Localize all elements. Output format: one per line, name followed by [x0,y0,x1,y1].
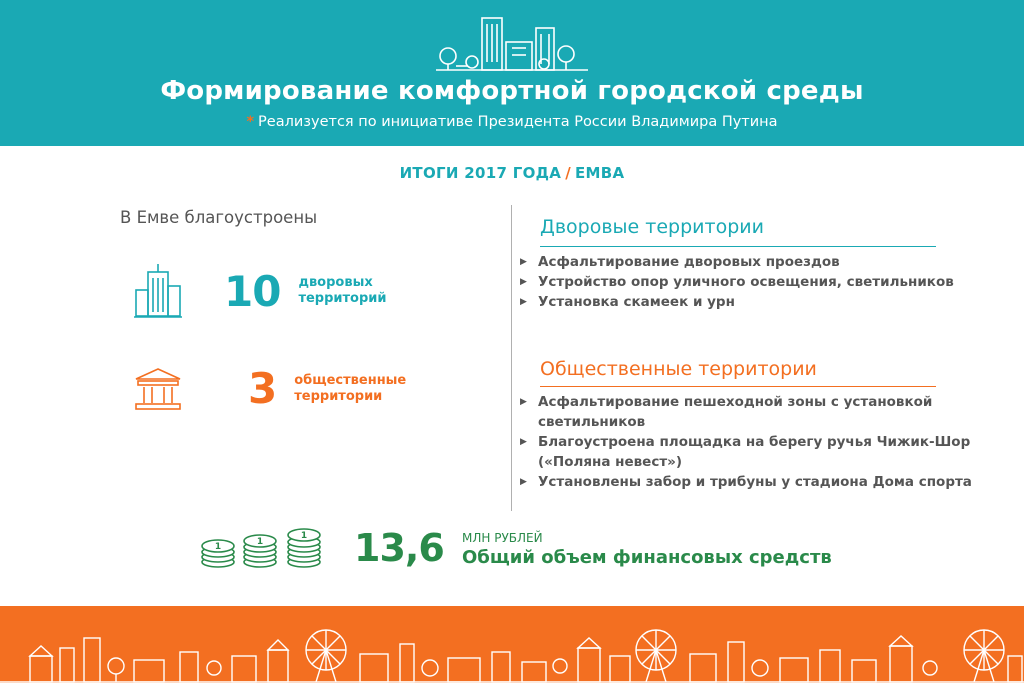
stat-courtyards-label [298,275,386,307]
finance-unit: МЛН РУБЛЕЙ [462,531,543,545]
section-rule-courtyards [540,246,936,247]
svg-text:1: 1 [300,531,308,541]
asterisk-mark: * [246,114,255,130]
results-separator: / [565,164,571,182]
subtitle-text: Реализуется по инициативе Президента России Владимира Путина [258,114,778,130]
left-heading: В Емве благоустроены [120,208,318,227]
stat-public-number: 3 [248,364,277,413]
header-banner [0,0,1024,146]
finance-amount: 13,6 [354,526,444,570]
stat-courtyards-line2: территорий [298,291,387,306]
list-item: ▶ Благоустроена площадка на берегу ручья Чижик-Шор («Поляна невест») [520,432,990,472]
section-title-public: Общественные территории [540,358,817,380]
results-town: ЕМВА [574,164,625,182]
section-title-courtyards: Дворовые территории [540,216,764,238]
list-item: ▶ Асфальтирование дворовых проездов [520,252,990,272]
city-pattern-icon [0,626,1024,683]
page-subtitle [0,114,1024,130]
stat-courtyards-number: 10 [224,266,281,316]
stat-public-line1: общественные [294,372,407,388]
column-divider [511,205,512,511]
public-list [520,392,990,492]
list-item: ▶ Устройство опор уличного освещения, светильников [520,272,990,292]
finance-label: Общий объем финансовых средств [462,547,832,568]
list-item: ▶ Установлены забор и трибуны у стадиона Дома спорта [520,472,990,492]
coins-icon [198,524,328,570]
public-building-icon [134,367,182,411]
section-rule-public [540,386,936,387]
list-item: ▶ Установка скамеек и урн [520,292,990,312]
stat-public-label [294,373,406,405]
stat-courtyards [134,262,387,320]
city-skyline-icon [432,12,592,74]
stat-public-line2: территории [294,388,383,404]
svg-text:1: 1 [256,537,264,547]
stat-courtyards-line1: дворовых [298,275,373,290]
page-title: Формирование комфортной городской среды [160,76,864,106]
svg-text:1: 1 [214,542,222,552]
stat-public [134,364,406,413]
results-heading [0,164,1024,182]
results-year: ИТОГИ 2017 ГОДА [399,164,562,182]
footer-banner [0,606,1024,683]
list-item: ▶ Асфальтирование пешеходной зоны с установкой светильников [520,392,990,432]
building-icon [134,262,182,320]
courtyards-list [520,252,990,312]
